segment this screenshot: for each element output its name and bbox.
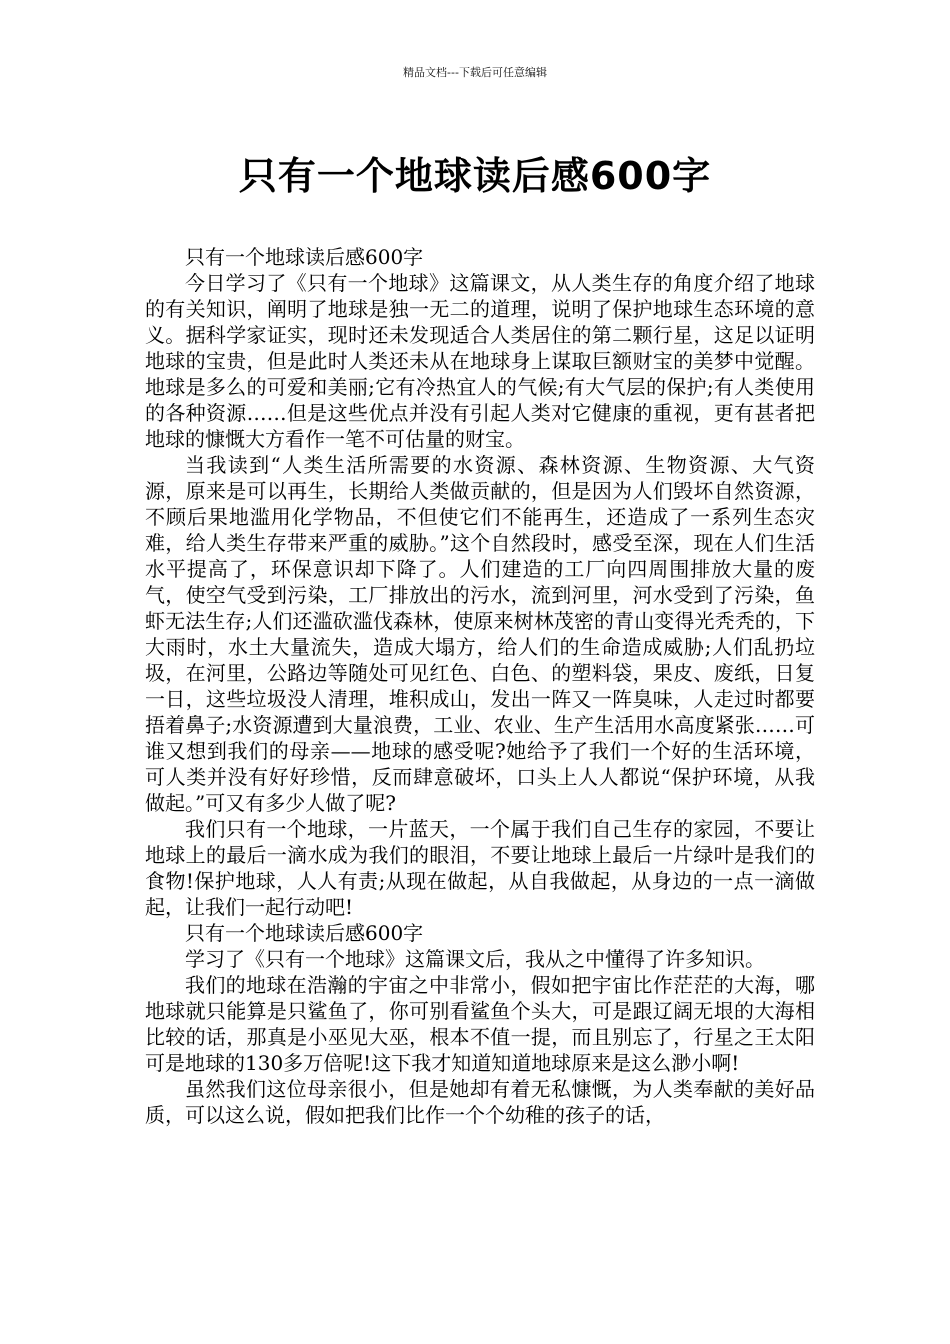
- header-note: 精品文档---下载后可任意编辑: [403, 66, 547, 79]
- paragraph: 当我读到“人类生活所需要的水资源、森林资源、生物资源、大气资源，原来是可以再生，长期给人类做贡献的，但是因为人们毁坏自然资源，不顾后果地滥用化学物品，不但使它们不能再生，还造成了一系列生态灾难，给人类生存带来严重的威胁。”这个自然段时，感受至深，现在人们生活水平提高了，环保意识却下降了。人们建造的工厂向四周围排放大量的废气，使空气受到污染，工厂排放出的污水，流到河里，河水受到了污染，鱼虾无法生存;人们还滥砍滥伐森林，使原来树林茂密的青山变得光秃秃的，下大雨时，水土大量流失，造成大塌方，给人们的生命造成威胁;人们乱扔垃圾，在河里，公路边等随处可见红色、白色、的塑料袋，果皮、废纸，日复一日，这些垃圾没人清理，堆积成山，发出一阵又一阵臭味，人走过时都要捂着鼻子;水资源遭到大量浪费，工业、农业、生产生活用水高度紧张……可谁又想到我们的母亲——地球的感受呢?她给予了我们一个好的生活环境，可人类并没有好好珍惜，反而肆意破坏，口头上人人都说“保护环境，从我做起。”可又有多少人做了呢?: [145, 453, 815, 815]
- paragraph: 今日学习了《只有一个地球》这篇课文，从人类生存的角度介绍了地球的有关知识，阐明了地球是独一无二的道理，说明了保护地球生态环境的意义。据科学家证实，现时还未发现适合人类居住的第二颗行星，这足以证明地球的宝贵，但是此时人类还未从在地球身上谋取巨额财宝的美梦中觉醒。地球是多么的可爱和美丽;它有冷热宜人的气候;有大气层的保护;有人类使用的各种资源……但是这些优点并没有引起人类对它健康的重视，更有甚者把地球的慷慨大方看作一笔不可估量的财宝。: [145, 271, 815, 451]
- paragraph: 虽然我们这位母亲很小，但是她却有着无私慷慨，为人类奉献的美好品质，可以这么说，假如把我们比作一个个幼稚的孩子的话，: [145, 1077, 815, 1127]
- paragraph: 我们只有一个地球，一片蓝天，一个属于我们自己生存的家园，不要让地球上的最后一滴水成为我们的眼泪，不要让地球上最后一片绿叶是我们的食物!保护地球，人人有责;从现在做起，从自我做起，从身边的一点一滴做起，让我们一起行动吧!: [145, 817, 815, 919]
- paragraph: 学习了《只有一个地球》这篇课文后，我从之中懂得了许多知识。: [185, 947, 765, 971]
- document-title: 只有一个地球读后感600字: [238, 154, 712, 199]
- paragraph-subtitle-2: 只有一个地球读后感600字: [185, 921, 424, 945]
- paragraph: 我们的地球在浩瀚的宇宙之中非常小，假如把宇宙比作茫茫的大海，哪地球就只能算是只鲨鱼了，你可别看鲨鱼个头大，可是跟辽阔无垠的大海相比较的话，那真是小巫见大巫，根本不值一提，而且别忘了，行星之王太阳可是地球的130多万倍呢!这下我才知道知道地球原来是这么渺小啊!: [145, 973, 815, 1075]
- document-body: [145, 244, 815, 1128]
- paragraph-subtitle-1: 只有一个地球读后感600字: [185, 245, 424, 269]
